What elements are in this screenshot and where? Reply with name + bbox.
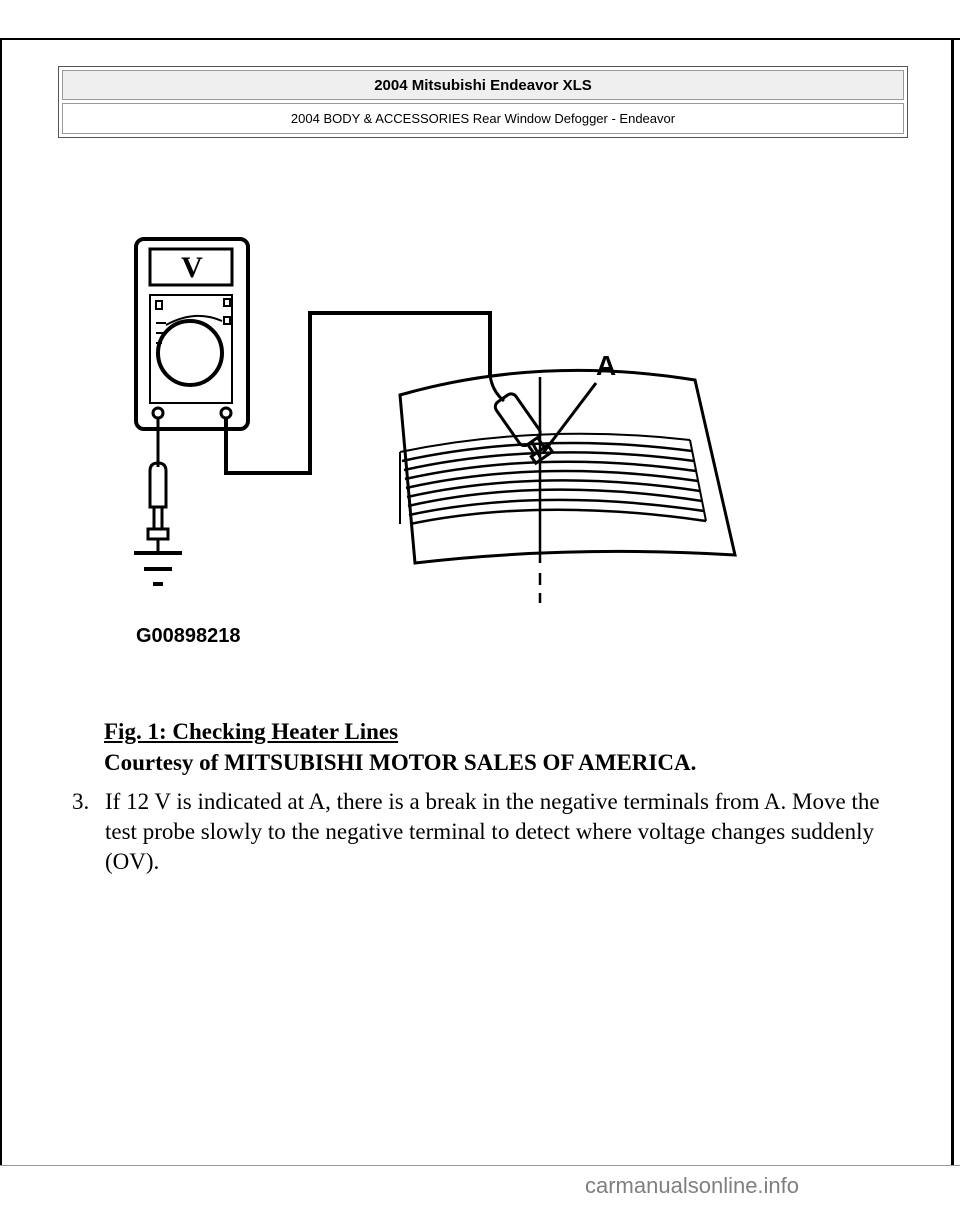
- step-text: If 12 V is indicated at A, there is a break in the negative terminals from A. Move the test probe slowly to the negative terminal to detect where voltage changes suddenly (OV).: [105, 789, 880, 874]
- page-border-left: [0, 38, 2, 1165]
- rear-window-glass: [400, 370, 735, 563]
- figure-title: Fig. 1: Checking Heater Lines: [104, 719, 399, 744]
- figure-caption: [104, 716, 696, 778]
- figure-credit: Courtesy of MITSUBISHI MOTOR SALES OF AMERICA.: [104, 750, 697, 775]
- procedure-step: [72, 787, 902, 877]
- test-lead-wire: [226, 313, 490, 473]
- page-border-right: [951, 38, 954, 1165]
- step-number: 3.: [72, 789, 90, 814]
- meter-label: V: [181, 251, 203, 284]
- header-title: 2004 Mitsubishi Endeavor XLS: [62, 70, 904, 100]
- page-border-top: [0, 38, 960, 40]
- document-header: [58, 66, 908, 138]
- heater-line-diagram: [100, 195, 820, 685]
- figure-id-label: G00898218: [136, 625, 241, 647]
- ground-probe: [148, 418, 168, 553]
- point-a-label: A: [596, 350, 617, 381]
- watermark: carmanualsonline.info: [585, 1173, 800, 1198]
- ground-symbol-icon: [134, 553, 182, 584]
- header-subtitle: 2004 BODY & ACCESSORIES Rear Window Defogger - Endeavor: [62, 103, 904, 134]
- footer-divider: [0, 1165, 960, 1166]
